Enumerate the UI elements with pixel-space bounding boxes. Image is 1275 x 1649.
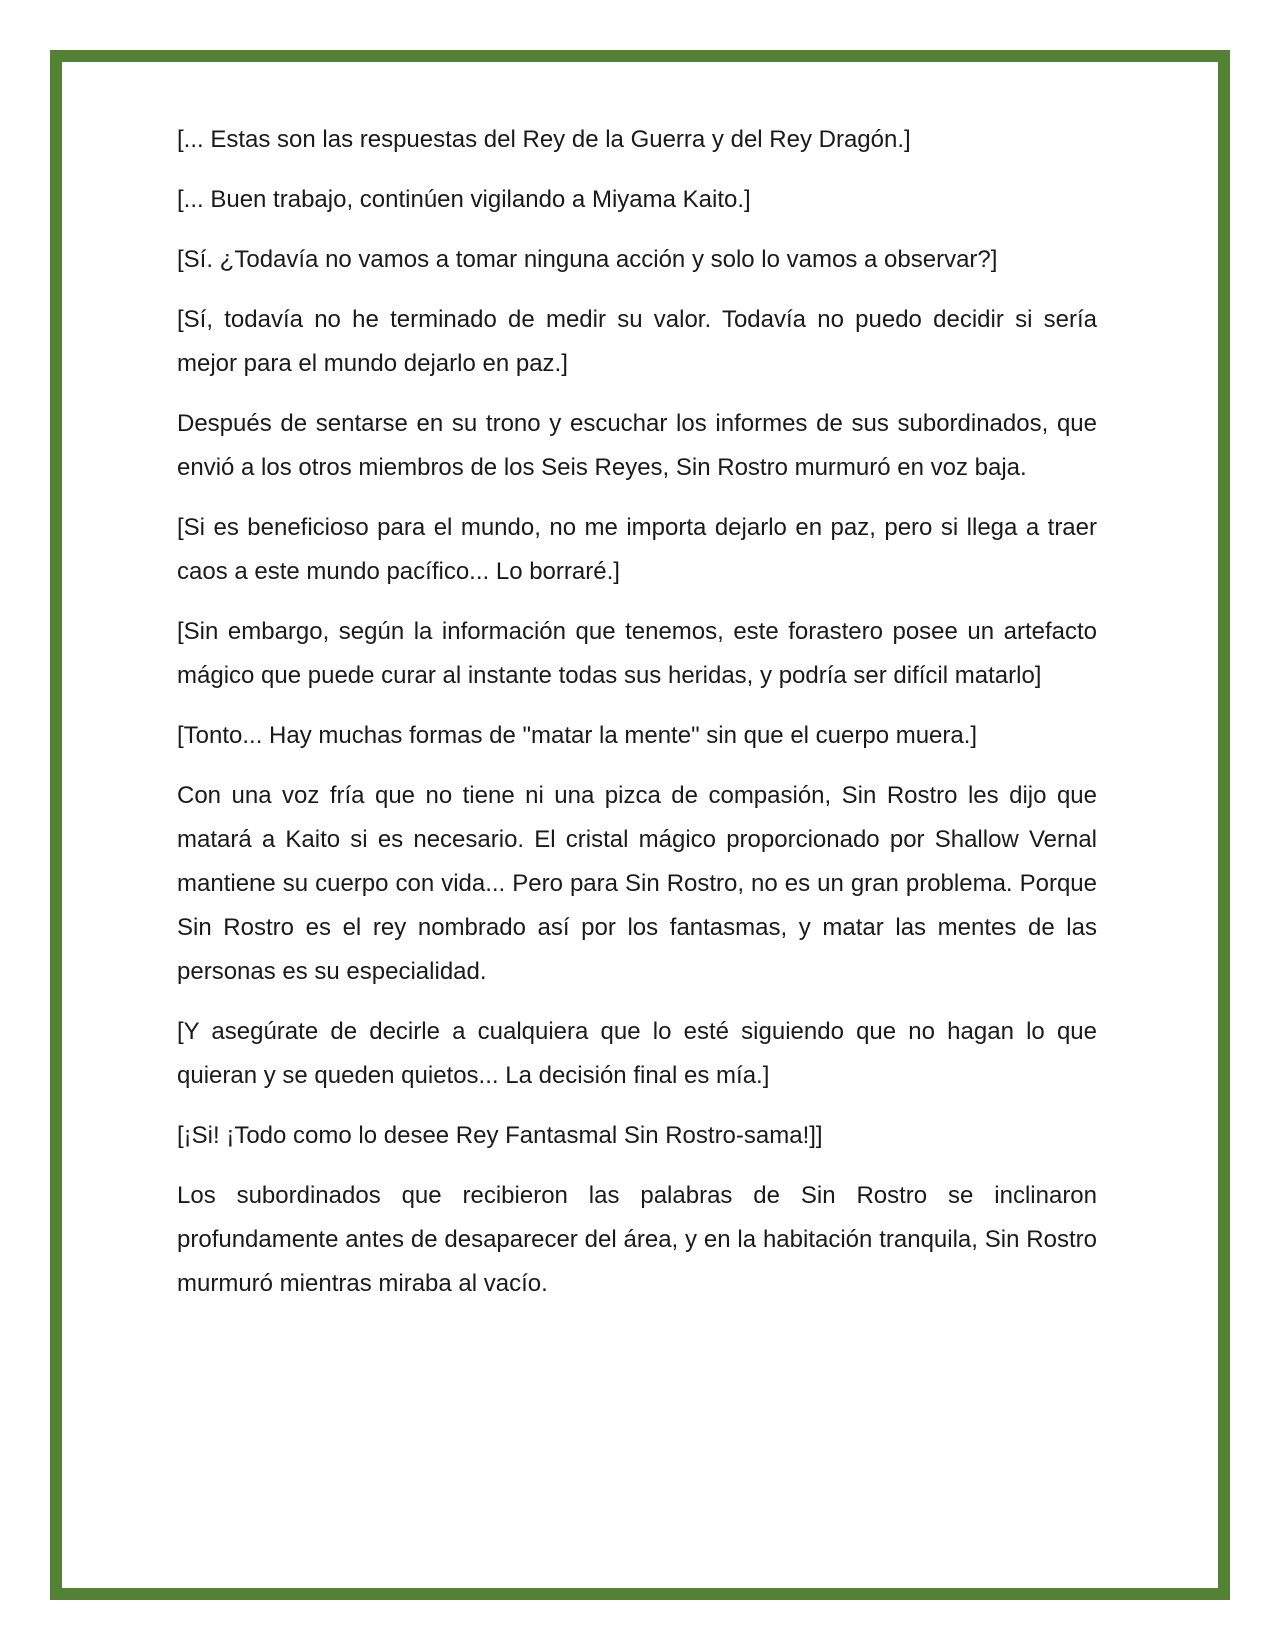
paragraph-11: [¡Si! ¡Todo como lo desee Rey Fantasmal Sin Rostro-sama!]] (177, 1122, 823, 1149)
paragraph-6: [Si es beneficioso para el mundo, no me importa dejarlo en paz, pero si llega a traer caos a este mundo pacífico... Lo borraré.] (177, 514, 1097, 585)
paragraph-9: Con una voz fría que no tiene ni una pizca de compasión, Sin Rostro les dijo que matará a Kaito si es necesario. El cristal mágico proporcionado por Shallow Vernal mantiene su cuerpo con vida... Pero para Sin Rostro, no es un gran problema. Porque Sin Rostro es el rey nombrado así por los fantasmas, y matar las mentes de las personas es su especialidad. (177, 782, 1097, 985)
paragraph-7: [Sin embargo, según la información que tenemos, este forastero posee un artefacto mágico que puede curar al instante todas sus heridas, y podría ser difícil matarlo] (177, 618, 1097, 689)
paragraph-8: [Tonto... Hay muchas formas de "matar la mente" sin que el cuerpo muera.] (177, 722, 978, 749)
paragraph-2: [... Buen trabajo, continúen vigilando a Miyama Kaito.] (177, 186, 751, 213)
paragraph-10: [Y asegúrate de decirle a cualquiera que lo esté siguiendo que no hagan lo que quieran y se queden quietos... La decisión final es mía.] (177, 1018, 1097, 1089)
paragraph-4: [Sí, todavía no he terminado de medir su valor. Todavía no puedo decidir si sería mejor para el mundo dejarlo en paz.] (177, 306, 1097, 377)
paragraph-12: Los subordinados que recibieron las palabras de Sin Rostro se inclinaron profundamente antes de desaparecer del área, y en la habitación tranquila, Sin Rostro murmuró mientras miraba al vacío. (177, 1182, 1097, 1297)
document-body (177, 118, 1097, 1322)
paragraph-1: [... Estas son las respuestas del Rey de la Guerra y del Rey Dragón.] (177, 126, 911, 153)
paragraph-5: Después de sentarse en su trono y escuchar los informes de sus subordinados, que envió a los otros miembros de los Seis Reyes, Sin Rostro murmuró en voz baja. (177, 410, 1097, 481)
paragraph-3: [Sí. ¿Todavía no vamos a tomar ninguna acción y solo lo vamos a observar?] (177, 246, 998, 273)
